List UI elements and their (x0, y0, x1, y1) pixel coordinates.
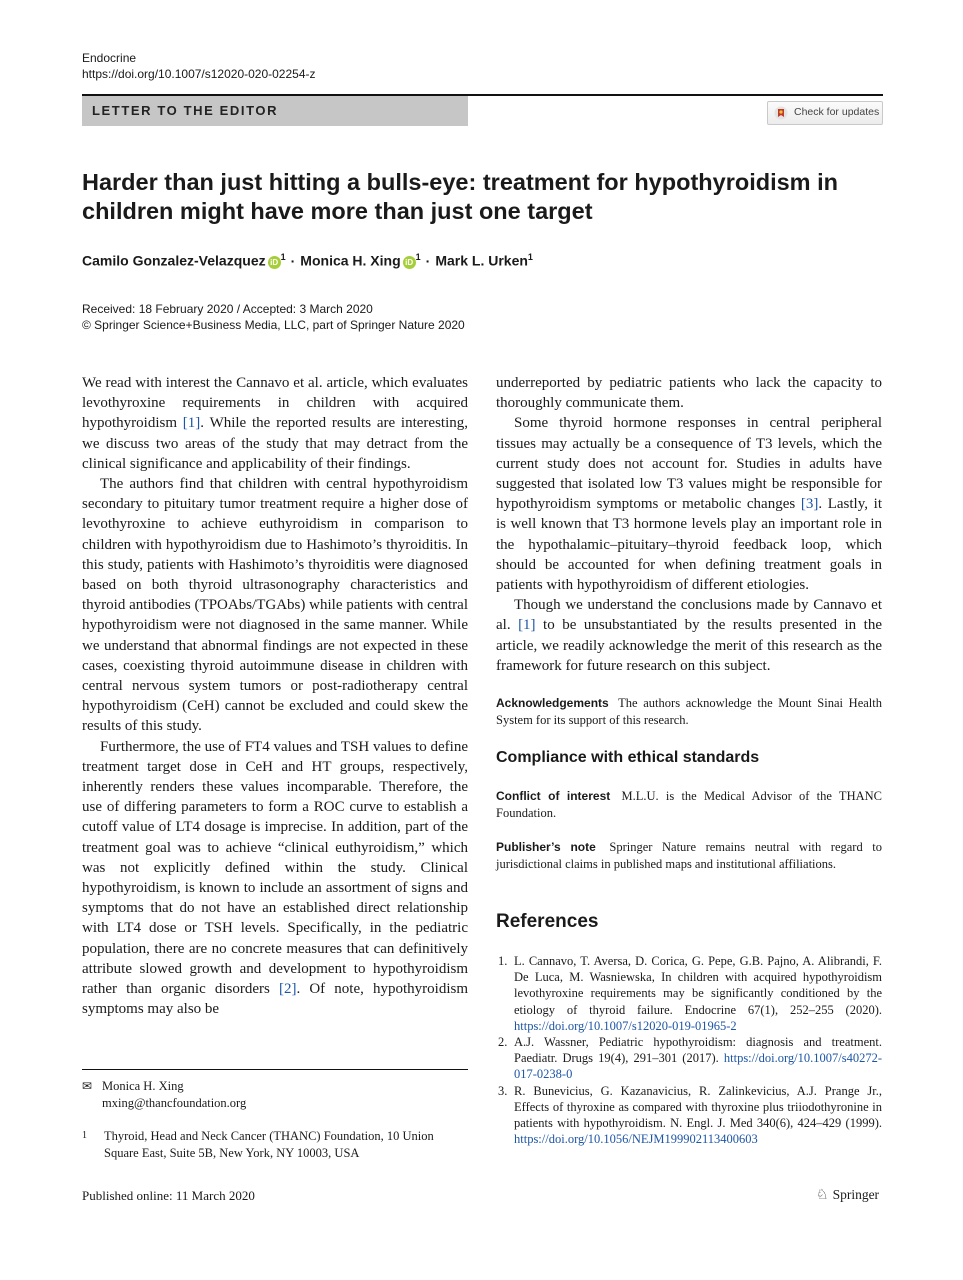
body-text: We read with interest the Cannavo et al. article, which evaluates levothyroxine requirements in children with acquired hypothyroidism (82, 375, 468, 432)
received-accepted-dates: Received: 18 February 2020 / Accepted: 3 March 2020 (82, 302, 373, 316)
body-text: Some thyroid hormone responses in central peripheral tissues may actually be a consequence of T3 levels, which the current study does not account for. Studies in adults have suggested that isolated low T3 values might be responsible for hypothyroidism symptoms or metabolic changes (496, 415, 882, 513)
author-name[interactable]: Camilo Gonzalez-Velazquez (82, 252, 266, 269)
reference-text: R. Bunevicius, G. Kazanavicius, R. Zalinkevicius, A.J. Prange Jr., Effects of thyroxine as compared with thyroxine plus triiodothyronine in patients with hypothyroidism. N. Engl. J. Med 340(6), 424–429 (1999). (514, 1083, 882, 1131)
reference-number: 2. (498, 1035, 508, 1050)
reference-item (496, 953, 882, 1034)
body-text: . Of note, hypothyroidism symptoms may also be (82, 981, 469, 1018)
body-text: underreported by pediatric patients who lack the capacity to thoroughly communicate them. (496, 375, 882, 412)
article-type-label: LETTER TO THE EDITOR (92, 103, 279, 118)
compliance-heading: Compliance with ethical standards (496, 749, 760, 766)
body-text: Furthermore, the use of FT4 values and TSH values to define treatment target dose in CeH and HT groups, respectively, inherently renders these values incomparable. Therefore, the use of differing parameters to form a ROC curve to establish a cutoff value of LT4 dosage is imprecise. In addition, part of the treatment goal was to achieve “clinical euthyroidism,” which was not explicitly defined within the study. Clinical hypothyroidism, is known to include an assortment of signs and symptoms that do not have an established direct relationship with LT4 dose or TSH levels. Specifically, in the pediatric population, there are no concrete measures that can definitively attribute slowed growth and development to hypothyroidism rather than organic disorders (82, 738, 468, 998)
reference-doi-link[interactable]: https://doi.org/10.1007/s40272-017-0238-0 (514, 1051, 882, 1082)
affiliation-text: Thyroid, Head and Neck Cancer (THANC) Foundation, 10 Union Square East, Suite 5B, New York, NY 10003, USA (104, 1129, 434, 1160)
journal-name: Endocrine (82, 51, 137, 65)
body-text: . While the reported results are interesting, we discuss two areas of the study that may detract from the clinical significance and applicability of their findings. (82, 415, 468, 472)
copyright-line: © Springer Science+Business Media, LLC, part of Springer Nature 2020 (82, 318, 465, 332)
footnote-rule (82, 1069, 468, 1070)
author-name[interactable]: Mark L. Urken (435, 252, 528, 269)
reference-number: 3. (498, 1083, 508, 1098)
corresponding-author (82, 1078, 246, 1111)
article-title: Harder than just hitting a bulls-eye: treatment for hypothyroidism in children might have more than just one target (82, 169, 838, 224)
body-paragraph (496, 373, 882, 413)
reference-doi-link[interactable]: https://doi.org/10.1056/NEJM199902113400603 (514, 1132, 758, 1147)
acknowledgements-text: The authors acknowledge the Mount Sinai Health System for its support of this research. (496, 696, 882, 727)
article-doi[interactable]: https://doi.org/10.1007/s12020-020-02254-z (82, 67, 316, 81)
corresponding-name: Monica H. Xing (102, 1079, 184, 1093)
references-heading: References (496, 911, 599, 932)
publisher-name: Springer (832, 1187, 880, 1202)
body-paragraph: The authors find that children with central hypothyroidism secondary to pituitary tumor treatment require a higher dose of levothyroxine to achieve euthyroidism in comparison to children with hypothyroidism due to Hashimoto’s thyroiditis. In this study, patients with Hashimoto’s thyroiditis were diagnosed based on both thyroid ultrasonography characteristics and thyroid antibodies (TPOAbs/TGAbs) while patients with central hypothyroidism were not diagnosed in the same manner. While we understand that abnormal findings are not expected in these cases, coexisting thyroid autoimmune disease in children with central nervous system tumors or post-radiotherapy central hypothyroidism (CeH) cannot be excluded and could skew the results of this study. (82, 476, 468, 735)
author-separator: · (290, 252, 296, 269)
author-affil-marker: 1 (280, 252, 286, 262)
publishers-note-label: Publisher’s note (496, 840, 596, 854)
conflict-label: Conflict of interest (496, 789, 611, 803)
article-type-bar (82, 96, 468, 126)
reference-text: A.J. Wassner, Pediatric hypothyroidism: diagnosis and treatment. Paediatr. Drugs 19(4), 291–301 (2017). (514, 1035, 882, 1066)
citation-link[interactable]: [3] (800, 496, 819, 513)
reference-item (496, 1083, 882, 1148)
acknowledgements (496, 695, 882, 728)
published-online-date: Published online: 11 March 2020 (82, 1188, 255, 1203)
body-text: Though we understand the conclusions made by Cannavo et al. (496, 597, 882, 634)
reference-list (496, 953, 882, 1147)
acknowledgements-label: Acknowledgements (496, 696, 609, 710)
body-paragraph (496, 595, 882, 676)
reference-item (496, 1034, 882, 1083)
publishers-note-text: Springer Nature remains neutral with regard to jurisdictional claims in published maps and institutional affiliations. (496, 840, 882, 871)
corresponding-email[interactable]: mxing@thancfoundation.org (102, 1095, 247, 1110)
citation-link[interactable]: [1] (182, 415, 201, 432)
author-name[interactable]: Monica H. Xing (300, 252, 401, 269)
affiliation-number: 1 (82, 1130, 87, 1141)
envelope-icon: ✉ (82, 1079, 93, 1093)
body-paragraph (496, 413, 882, 595)
author-affil-marker: 1 (527, 252, 533, 262)
conflict-of-interest (496, 788, 882, 821)
publisher-logo (816, 1187, 879, 1204)
conflict-text: M.L.U. is the Medical Advisor of the THANC Foundation. (496, 789, 882, 820)
reference-number: 1. (498, 954, 508, 968)
affiliation-footnote (82, 1128, 468, 1161)
reference-text: L. Cannavo, T. Aversa, D. Corica, G. Pepe, G.B. Pajno, A. Alibrandi, F. De Luca, M. Wasniewska, In children with acquired hypothyroidism levothyroxine requirements may be significantly conditioned by the etiology of thyroid failure. Endocrine 67(1), 252–255 (2020). (514, 954, 882, 1017)
body-paragraph (82, 737, 468, 1020)
body-text: to be unsubstantiated by the results presented in the article, we readily acknowledge the merit of this research as the framework for future research on this subject. (496, 617, 882, 674)
check-updates-icon (774, 106, 788, 120)
body-column-right (496, 373, 882, 676)
body-column-left (82, 373, 468, 1020)
author-affil-marker: 1 (415, 252, 421, 262)
orcid-icon[interactable]: iD (403, 256, 416, 269)
author-list (82, 252, 533, 269)
citation-link[interactable]: [1] (518, 617, 536, 634)
orcid-icon[interactable]: iD (268, 256, 281, 269)
check-updates-label: Check for updates (794, 106, 880, 118)
body-text: . Lastly, it is well known that T3 hormone levels play an important role in the hypothalamic–pituitary–thyroid feedback loop, which should be accounted for when defining treatment goals in patients with hypothyroidism of different etiologies. (496, 496, 882, 594)
springer-horse-icon: ♘ (816, 1188, 829, 1203)
body-paragraph (82, 373, 468, 474)
citation-link[interactable]: [2] (278, 981, 297, 998)
author-separator: · (425, 252, 431, 269)
publishers-note (496, 839, 882, 872)
reference-doi-link[interactable]: https://doi.org/10.1007/s12020-019-01965-2 (514, 1018, 737, 1033)
check-for-updates-button[interactable] (767, 101, 883, 125)
